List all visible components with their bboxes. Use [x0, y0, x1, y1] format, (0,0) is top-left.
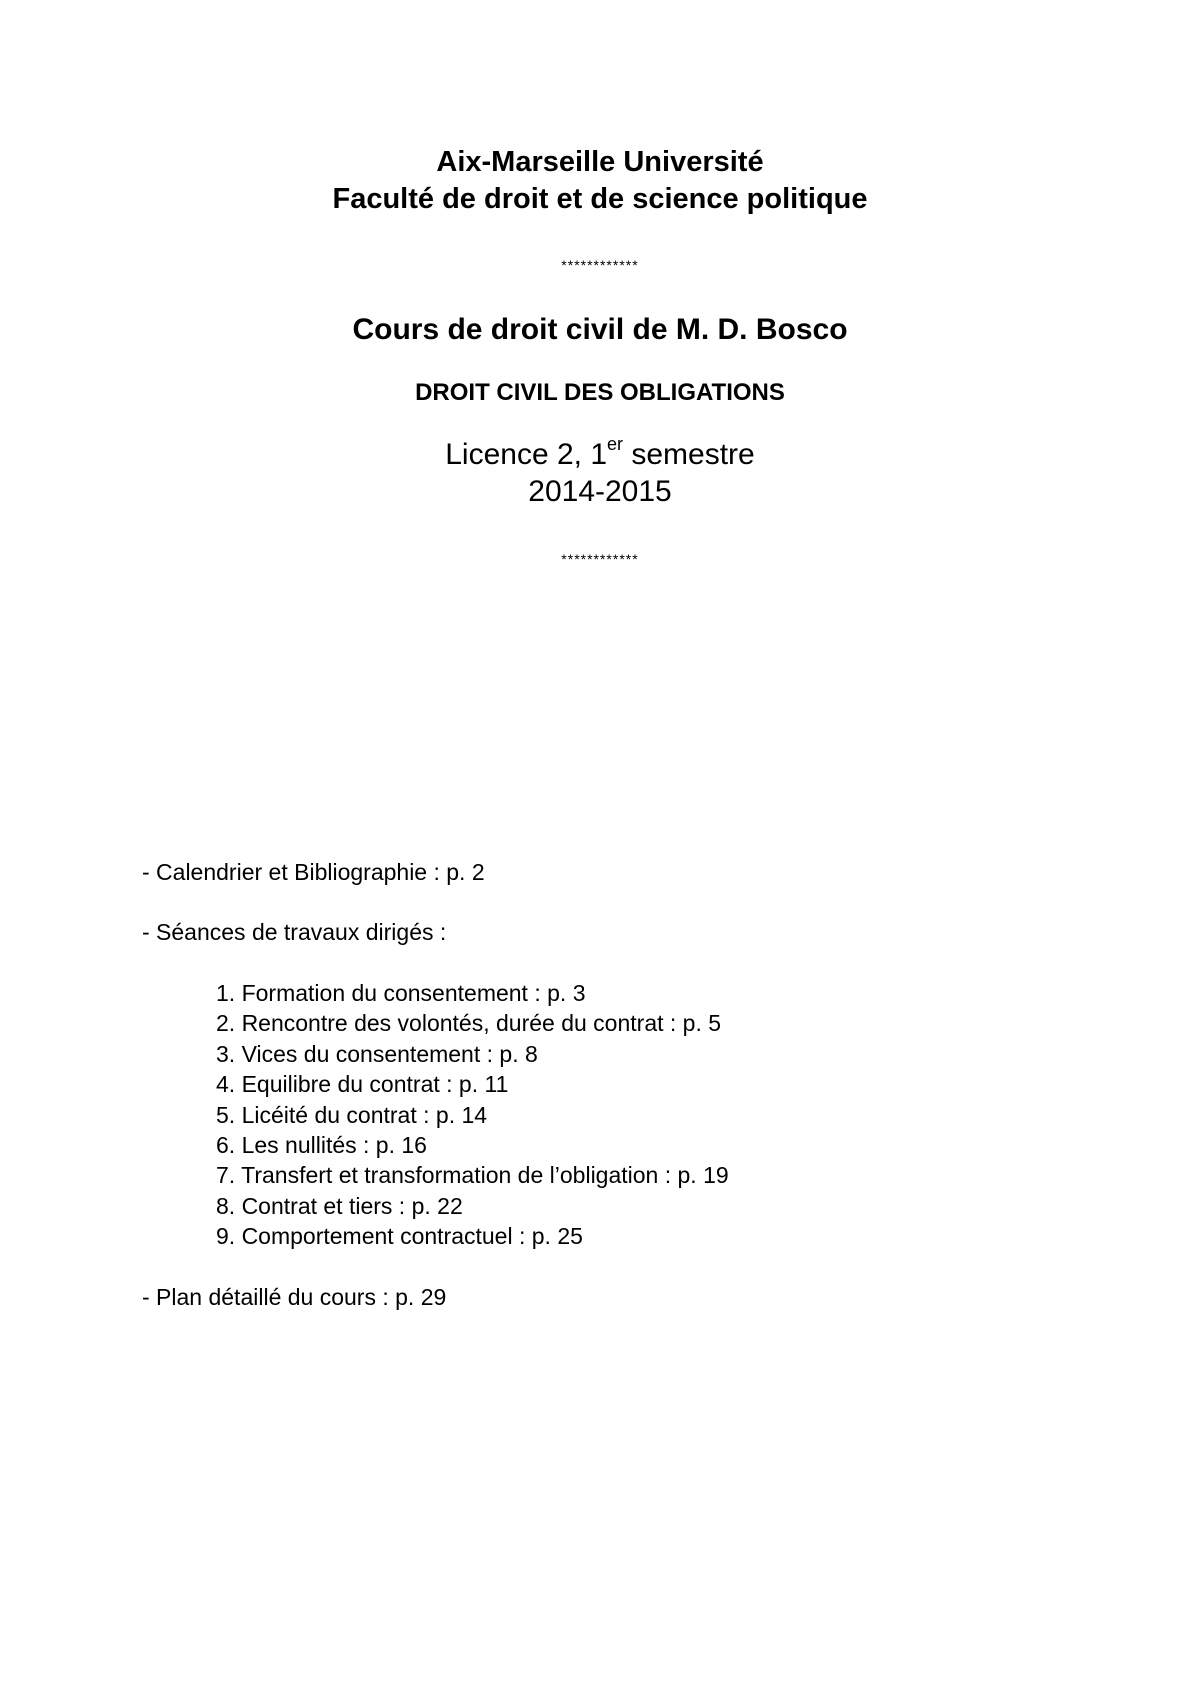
university-name: Aix-Marseille Université: [436, 146, 764, 178]
faculty-name: Faculté de droit et de science politique: [332, 183, 868, 215]
academic-year: 2014-2015: [528, 475, 672, 508]
session-item: 3. Vices du consentement : p. 8: [216, 1040, 538, 1067]
session-item: 8. Contrat et tiers : p. 22: [216, 1192, 463, 1219]
session-item: 2. Rencontre des volontés, durée du contrat : p. 5: [216, 1010, 722, 1037]
toc-plan-line: - Plan détaillé du cours : p. 29: [142, 1284, 447, 1310]
level-superscript: er: [607, 434, 624, 454]
toc-calendar-line: - Calendrier et Bibliographie : p. 2: [142, 859, 485, 885]
session-item: 4. Equilibre du contrat : p. 11: [216, 1071, 509, 1098]
session-item: 5. Licéité du contrat : p. 14: [216, 1101, 488, 1128]
level-prefix: Licence 2, 1: [445, 438, 608, 471]
session-item: 9. Comportement contractuel : p. 25: [216, 1223, 583, 1250]
course-title: Cours de droit civil de M. D. Bosco: [352, 313, 848, 346]
level-line: [0, 436, 1200, 473]
session-item: 1. Formation du consentement : p. 3: [216, 980, 586, 1006]
session-list: [216, 978, 729, 1252]
level-suffix: semestre: [623, 438, 755, 471]
separator-bottom: ************: [561, 551, 639, 567]
toc-sessions-heading: - Séances de travaux dirigés :: [142, 919, 447, 945]
session-item: 7. Transfert et transformation de l’obligation : p. 19: [216, 1162, 729, 1189]
session-item: 6. Les nullités : p. 16: [216, 1132, 427, 1159]
separator-top: ************: [561, 257, 639, 273]
subject-title: DROIT CIVIL DES OBLIGATIONS: [415, 379, 785, 406]
